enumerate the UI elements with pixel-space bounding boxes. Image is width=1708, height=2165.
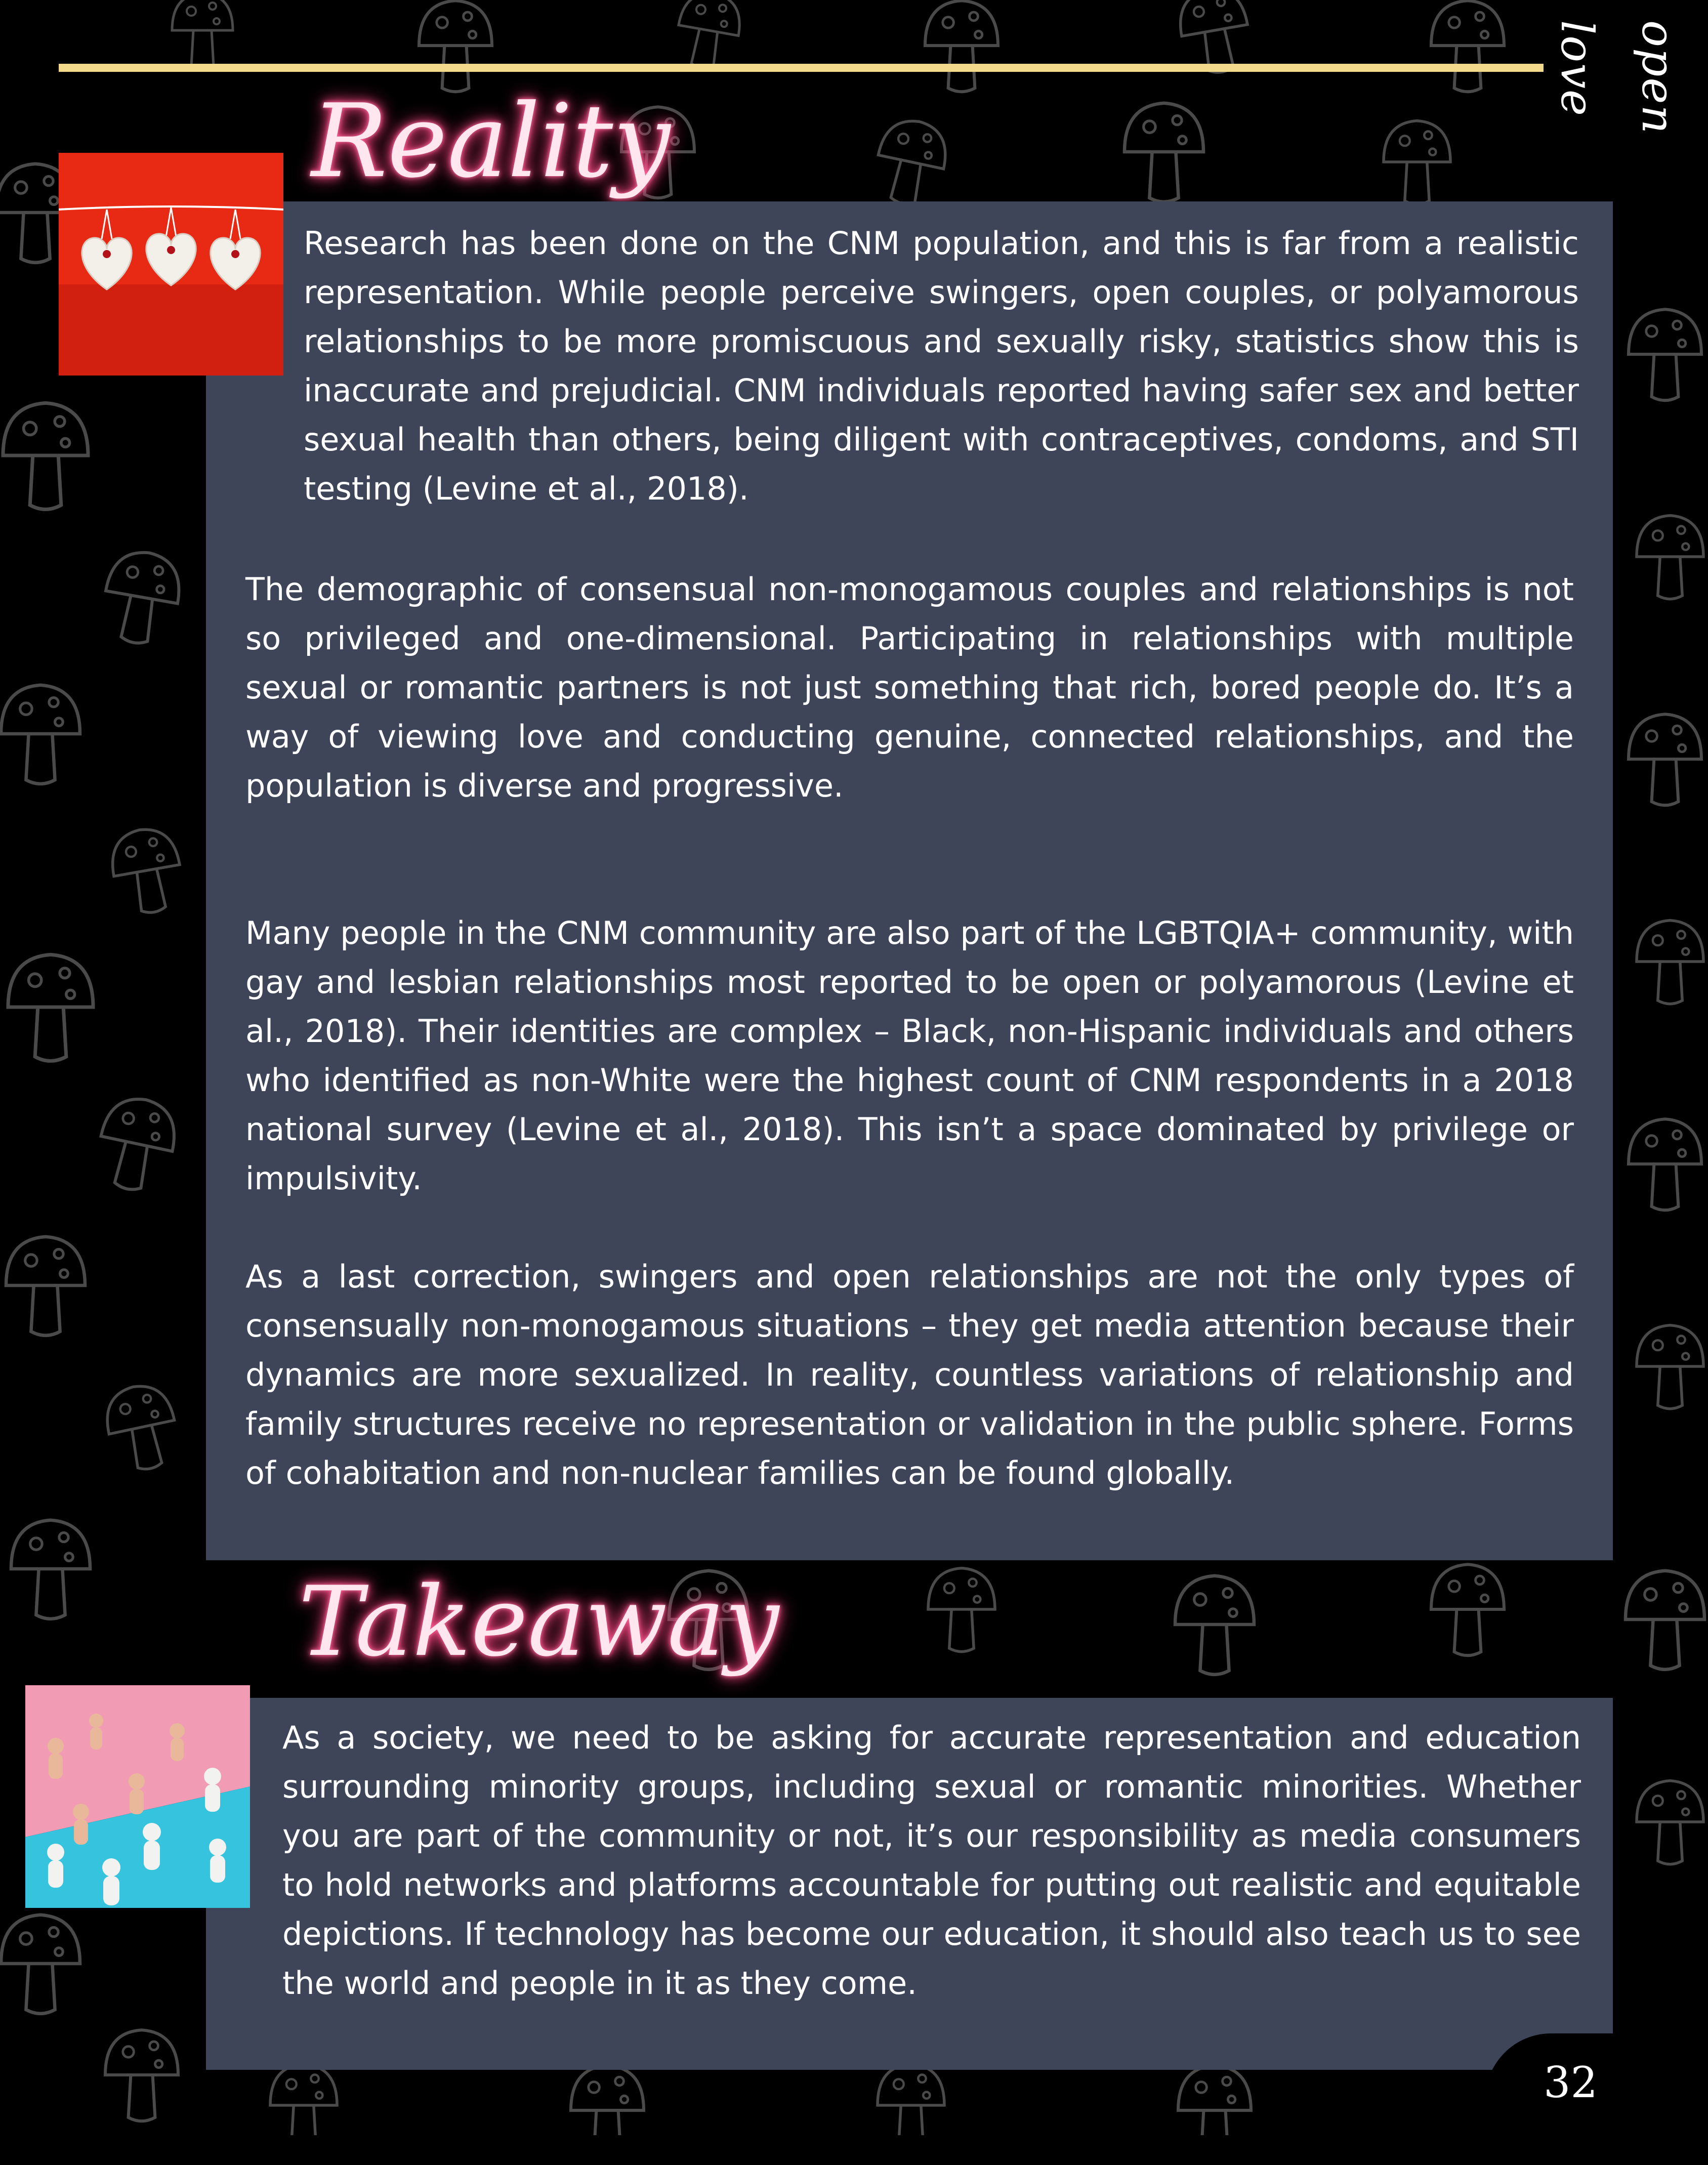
- reality-heading: Reality: [311, 82, 671, 200]
- page-number: 32: [1544, 2058, 1598, 2107]
- demographic-paragraph: The demographic of consensual non-monogamous couples and relationships is not so privileged and one-dimensional. Participating in relationships with multiple sexual or romantic partners is not just something that rich, bored people do. It’s a way of viewing love and conducting genuine, connected relationships, and the population is diverse and progressive.: [245, 571, 1574, 804]
- reality-intro-paragraph: Research has been done on the CNM population, and this is far from a realistic representation. While people perceive swingers, open couples, or polyamorous relationships to be more promiscuous and sexually risky, statistics show this is inaccurate and prejudicial. CNM individuals reported having safer sex and better sexual health than others, being diligent with contraceptives, condoms, and STI testing (Levine et al., 2018).: [304, 225, 1579, 507]
- people-figures-photo: [25, 1685, 250, 1908]
- three-white-hearts-on-string-icon: [59, 153, 283, 376]
- hearts-photo: [59, 153, 283, 376]
- mushroom-column-right: [1626, 309, 1704, 1864]
- takeaway-heading: Takeaway: [299, 1566, 779, 1678]
- takeaway-paragraph: As a society, we need to be asking for accurate representation and education surrounding minority groups, including sexual or romantic minorities. Whether you are part of the community or not, it’s our responsibility as media consumers to hold networks and platforms accountable for putting out realistic and equitable depictions. If technology has become our education, it should also teach us to see the world and people in it as they come.: [282, 1719, 1581, 2002]
- last-correction-paragraph: As a last correction, swingers and open relationships are not the only types of consensually non-monogamous situations – they get media attention because their dynamics are more sexualized. In reality, countless variations of relationship and family structures receive no representation or validation in the public sphere. Forms of cohabitation and non-nuclear families can be found globally.: [245, 1258, 1574, 1491]
- magazine-title: open love: [1551, 20, 1684, 135]
- lgbtqia-paragraph: Many people in the CNM community are also part of the LGBTQIA+ community, with gay and lesbian relationships most reported to be open or polyamorous (Levine et al., 2018). Their identities are complex – Black, non-Hispanic individuals and others who identified as non-White were the highest count of CNM respondents in a 2018 national survey (Levine et al., 2018). This isn’t a space dominated by privilege or impulsivity.: [245, 914, 1574, 1197]
- top-divider-rule: [59, 64, 1544, 72]
- wooden-peg-people-figures-icon: [25, 1685, 250, 1908]
